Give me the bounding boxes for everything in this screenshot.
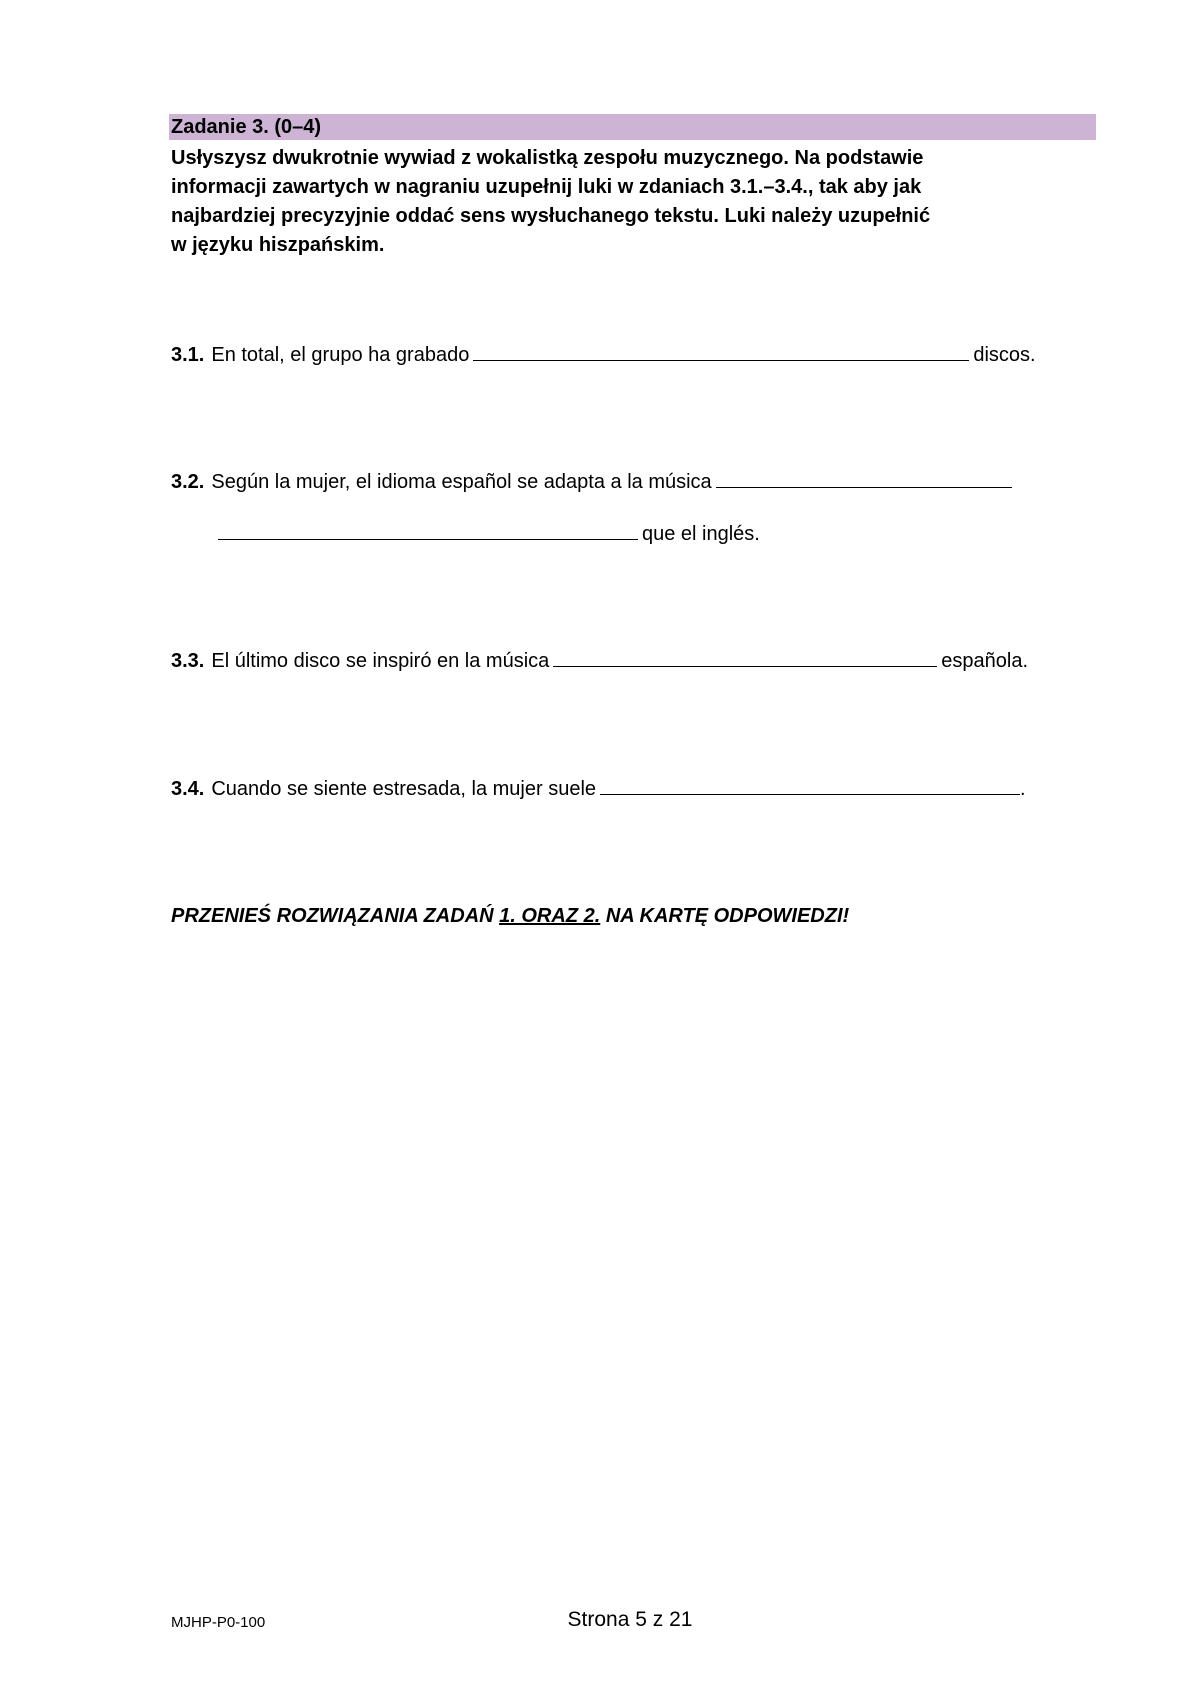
task-title: Zadanie 3. (0–4) xyxy=(169,114,1096,140)
exam-code: MJHP-P0-100 xyxy=(171,1614,266,1631)
answer-gap-3-3[interactable] xyxy=(553,646,937,667)
item-text-after: española. xyxy=(941,650,1029,672)
item-text-before: El último disco se inspiró en la música xyxy=(211,650,550,672)
transfer-text: PRZENIEŚ ROZWIĄZANIA ZADAŃ xyxy=(171,905,500,927)
item-text-after: discos. xyxy=(973,344,1036,366)
item-text-before: Según la mujer, el idioma español se adapta a la música xyxy=(211,471,712,493)
item-3-3 xyxy=(171,646,1028,674)
page-number: Strona 5 z 21 xyxy=(567,1608,693,1631)
instruction-line: w języku hiszpańskim. xyxy=(171,234,385,256)
item-text-after: . xyxy=(1020,778,1026,800)
item-number: 3.1. xyxy=(171,344,205,366)
item-text-after: que el inglés. xyxy=(642,523,760,545)
answer-gap-3-2-line1[interactable] xyxy=(716,467,1012,488)
item-number: 3.4. xyxy=(171,778,205,800)
instruction-line: Usłyszysz dwukrotnie wywiad z wokalistką zespołu muzycznego. Na podstawie xyxy=(171,147,924,169)
transfer-instruction xyxy=(171,905,849,928)
item-3-2-continuation xyxy=(218,519,760,547)
answer-gap-3-2-line2[interactable] xyxy=(218,519,638,540)
item-3-4 xyxy=(171,774,1026,802)
item-text-before: En total, el grupo ha grabado xyxy=(211,344,470,366)
instruction-line: najbardziej precyzyjnie oddać sens wysłuchanego tekstu. Luki należy uzupełnić xyxy=(171,205,931,227)
item-text-before: Cuando se siente estresada, la mujer suele xyxy=(211,778,597,800)
task-instruction xyxy=(171,144,1071,260)
transfer-text: NA KARTĘ ODPOWIEDZI! xyxy=(600,905,850,927)
answer-gap-3-4[interactable] xyxy=(600,774,1020,795)
transfer-tasks-underlined: 1. ORAZ 2. xyxy=(499,905,601,927)
answer-gap-3-1[interactable] xyxy=(473,340,969,361)
item-3-1 xyxy=(171,340,1036,368)
item-number: 3.3. xyxy=(171,650,205,672)
instruction-line: informacji zawartych w nagraniu uzupełnij luki w zdaniach 3.1.–3.4., tak aby jak xyxy=(171,176,922,198)
item-3-2 xyxy=(171,467,1016,495)
item-number: 3.2. xyxy=(171,471,205,493)
